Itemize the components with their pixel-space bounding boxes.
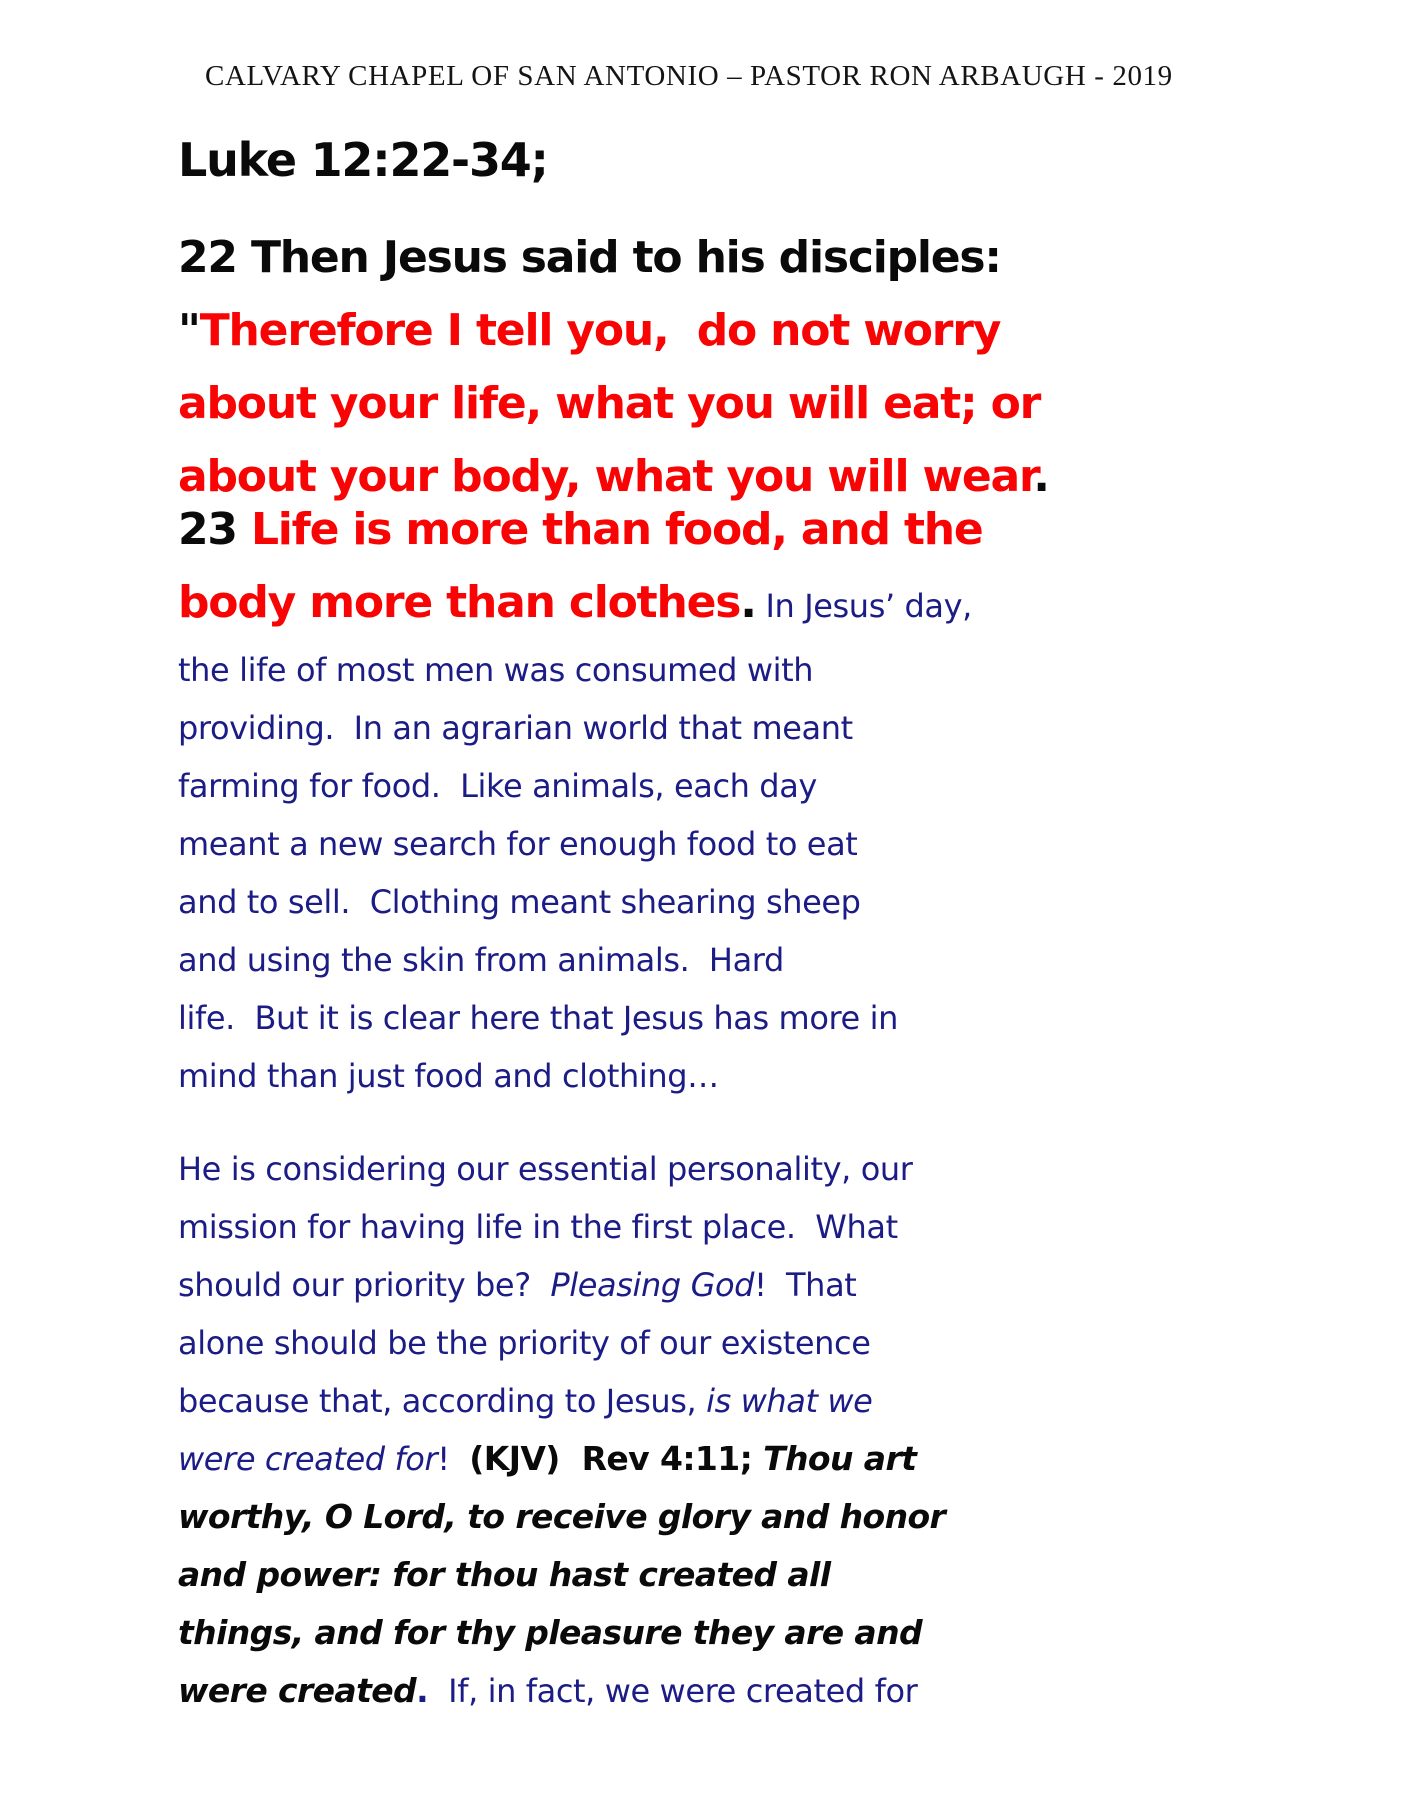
text-segment: body more than clothes xyxy=(178,577,741,628)
text-line xyxy=(178,1050,983,1108)
paragraph-commentary-priority xyxy=(178,1143,945,1723)
text-segment: mind than just food and clothing… xyxy=(178,1057,719,1095)
text-segment: about your body, what you will wear xyxy=(178,451,1034,502)
text-segment: If, in fact, we were created for xyxy=(428,1672,918,1710)
text-line xyxy=(178,1375,945,1433)
text-segment: He is considering our essential personality, our xyxy=(178,1150,913,1188)
text-line xyxy=(178,1317,945,1375)
text-segment: 23 xyxy=(178,504,251,555)
document-header: CALVARY CHAPEL OF SAN ANTONIO – PASTOR RON ARBAUGH - 2019 xyxy=(205,60,1173,92)
text-segment: alone should be the priority of our existence xyxy=(178,1324,871,1362)
text-segment: the life of most men was consumed with xyxy=(178,651,814,689)
text-line xyxy=(178,992,983,1050)
text-segment: Thou art xyxy=(763,1439,917,1478)
text-line xyxy=(178,818,983,876)
text-segment: were created for xyxy=(178,1440,438,1478)
text-segment: worthy, O Lord, to receive glory and honor xyxy=(178,1497,946,1536)
text-line xyxy=(178,1665,945,1723)
text-line xyxy=(178,1201,945,1259)
text-line xyxy=(178,1259,945,1317)
paragraph-verse-23-commentary xyxy=(178,498,983,1108)
text-line xyxy=(178,372,1049,445)
text-line xyxy=(178,498,983,571)
text-segment: about your life, what you will eat; or xyxy=(178,378,1041,429)
text-segment: 22 Then Jesus said to his disciples: xyxy=(178,232,1001,283)
text-segment: providing. In an agrarian world that meant xyxy=(178,709,853,747)
text-line xyxy=(178,1433,945,1491)
text-segment: is what we xyxy=(706,1382,873,1420)
text-segment: ! xyxy=(437,1440,470,1478)
text-line xyxy=(178,1549,945,1607)
text-segment: life. But it is clear here that Jesus has more in xyxy=(178,999,898,1037)
text-line xyxy=(178,571,983,644)
text-line xyxy=(178,876,983,934)
paragraph-verse-22 xyxy=(178,226,1049,518)
text-line xyxy=(178,934,983,992)
text-line xyxy=(178,1143,945,1201)
text-line xyxy=(178,1491,945,1549)
text-segment: should our priority be? xyxy=(178,1266,551,1304)
text-segment: Pleasing God xyxy=(550,1266,755,1304)
text-segment: farming for food. Like animals, each day xyxy=(178,767,817,805)
text-segment: . xyxy=(416,1671,429,1710)
text-segment: . xyxy=(1033,451,1049,502)
text-segment: and to sell. Clothing meant shearing sheep xyxy=(178,883,861,921)
text-segment: because that, according to Jesus, xyxy=(178,1382,707,1420)
text-segment: Therefore I tell you, do not worry xyxy=(199,305,1001,356)
text-line xyxy=(178,644,983,702)
text-segment: ! That xyxy=(754,1266,857,1304)
text-segment: and using the skin from animals. Hard xyxy=(178,941,784,979)
text-line xyxy=(178,1607,945,1665)
text-segment: mission for having life in the first place. What xyxy=(178,1208,898,1246)
text-segment: In Jesus’ day, xyxy=(755,587,972,625)
text-segment: . xyxy=(740,577,756,628)
text-segment: Life is more than food, and the xyxy=(250,504,983,555)
text-line xyxy=(178,702,983,760)
text-line xyxy=(178,760,983,818)
text-segment: and power: for thou hast created all xyxy=(178,1555,831,1594)
text-segment: (KJV) Rev 4:11; xyxy=(469,1439,764,1478)
scripture-reference-title: Luke 12:22-34; xyxy=(178,133,548,187)
text-line xyxy=(178,226,1049,299)
text-segment: " xyxy=(178,305,200,356)
text-segment: meant a new search for enough food to eat xyxy=(178,825,858,863)
text-segment: things, and for thy pleasure they are and xyxy=(178,1613,923,1652)
text-line xyxy=(178,299,1049,372)
text-segment: were created xyxy=(178,1671,417,1710)
